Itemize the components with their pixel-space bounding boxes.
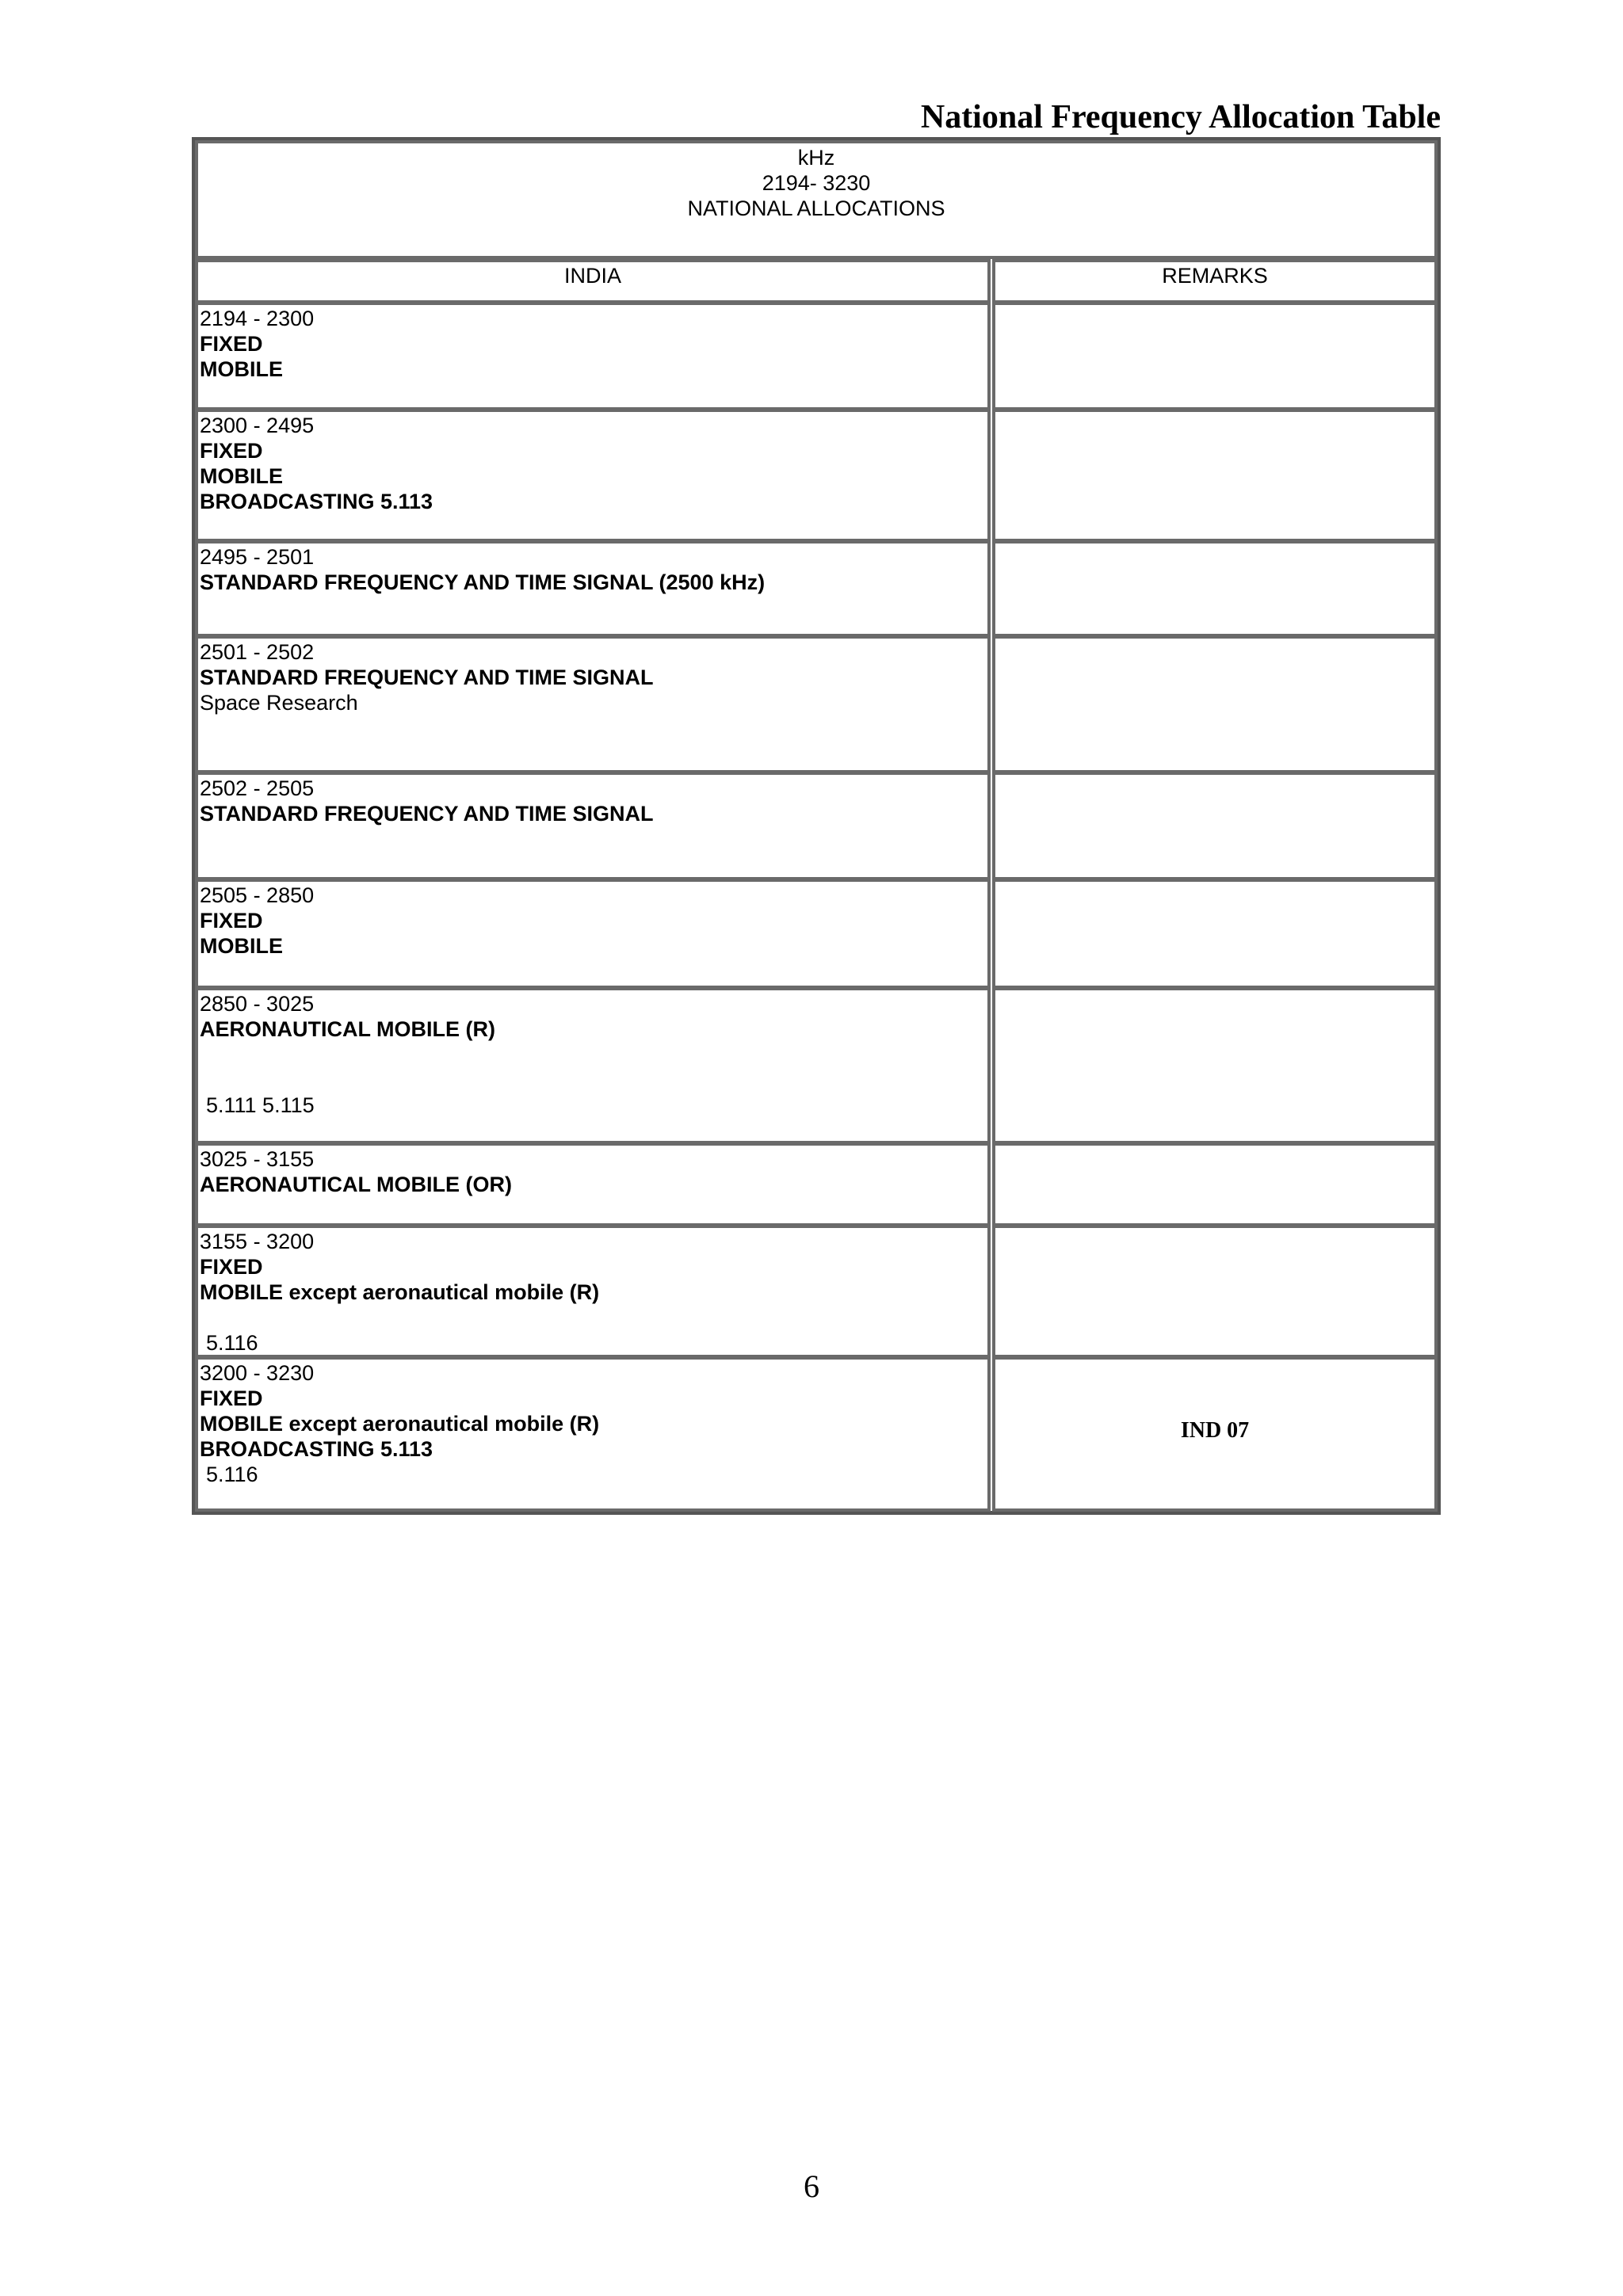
band-range: 3200 - 3230 [200,1361,315,1385]
band-range: 2502 - 2505 [200,776,315,800]
table-row-allocation [195,879,991,989]
table-row-remarks [992,879,1438,989]
footnote-refs: 5.116 [206,1463,258,1486]
table-row-allocation [195,987,991,1144]
band-range: 2505 - 2850 [200,883,315,907]
table-row-remarks [992,540,1438,637]
table-row-allocation [195,772,991,880]
band-range: 2194 - 2300 [200,307,315,330]
service: MOBILE except aeronautical mobile (R) [200,1412,600,1436]
table-header [195,140,1438,259]
table-row-allocation [195,409,991,542]
service: STANDARD FREQUENCY AND TIME SIGNAL [200,802,654,826]
spacer [200,1305,987,1330]
document-title: National Frequency Allocation Table [920,99,1441,135]
service: FIXED [200,439,263,463]
column-header-india [195,259,991,303]
service: FIXED [200,1255,263,1279]
spacer [200,1042,987,1093]
footnote-refs: 5.111 5.115 [206,1093,315,1117]
range-label: 2194- 3230 [762,171,871,195]
column-header-india-label: INDIA [563,264,621,288]
band-range: 2300 - 2495 [200,414,315,437]
table-row-allocation [195,1356,991,1512]
band-range: 3025 - 3155 [200,1147,315,1171]
table-row-remarks [992,1356,1438,1512]
table-row-allocation [195,635,991,773]
secondary-service: Space Research [200,691,358,715]
service: FIXED [200,332,263,356]
service: MOBILE except aeronautical mobile (R) [200,1280,600,1304]
table-row-remarks [992,1142,1438,1226]
table-row-remarks [992,1225,1438,1358]
table-row-remarks [992,302,1438,410]
service: FIXED [200,909,263,933]
service: MOBILE [200,357,283,381]
service: AERONAUTICAL MOBILE (R) [200,1017,495,1041]
table-row-allocation [195,302,991,410]
unit-label: kHz [797,146,835,170]
band-range: 2850 - 3025 [200,992,315,1016]
service: FIXED [200,1386,263,1410]
service: STANDARD FREQUENCY AND TIME SIGNAL (2500 kHz) [200,570,766,594]
table-row-remarks [992,635,1438,773]
caption-label: NATIONAL ALLOCATIONS [687,196,945,220]
table-row-allocation [195,1225,991,1358]
service: BROADCASTING 5.113 [200,1437,433,1461]
service: MOBILE [200,934,283,958]
band-range: 3155 - 3200 [200,1230,315,1253]
table-row-remarks [992,409,1438,542]
table-row-remarks [992,772,1438,880]
band-range: 2495 - 2501 [200,545,315,569]
footnote-refs: 5.116 [206,1331,258,1355]
page-number: 6 [804,2168,819,2204]
service: AERONAUTICAL MOBILE (OR) [200,1173,512,1196]
column-header-remarks [992,259,1438,303]
remark-ref: IND 07 [1180,1418,1250,1443]
table-row-remarks [992,987,1438,1144]
column-header-remarks-label: REMARKS [1162,264,1268,288]
service: BROADCASTING 5.113 [200,490,433,513]
service: STANDARD FREQUENCY AND TIME SIGNAL [200,666,654,689]
table-row-allocation [195,1142,991,1226]
service: MOBILE [200,464,283,488]
table-row-allocation [195,540,991,637]
band-range: 2501 - 2502 [200,640,315,664]
